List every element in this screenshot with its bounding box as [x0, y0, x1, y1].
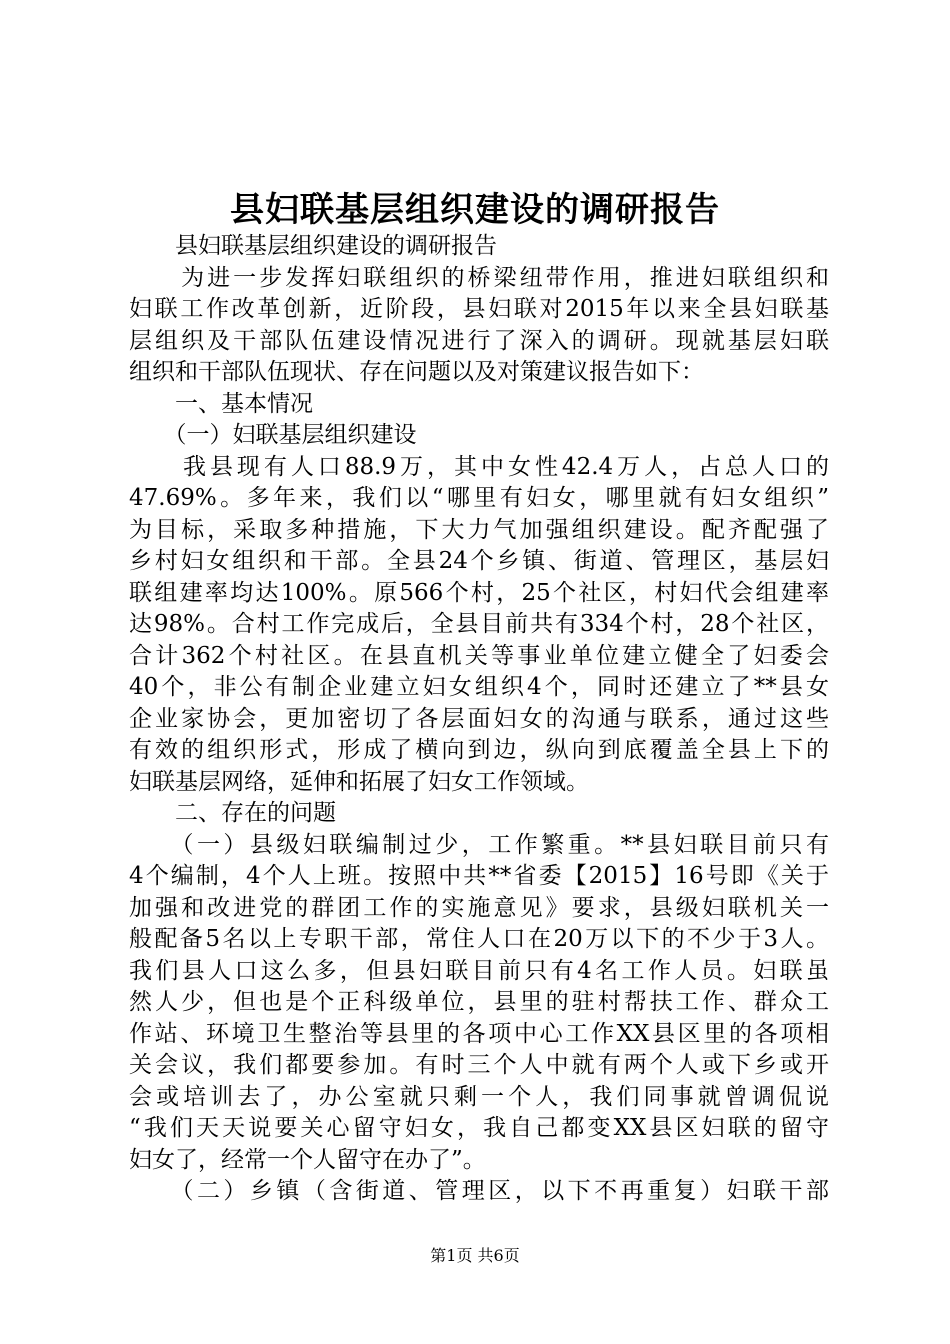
text-line: 二、存在的问题	[129, 800, 336, 826]
text-line: 我县现有人口88.9万，其中女性42.4万人，占总人口的	[129, 453, 829, 480]
text-line: 4个编制，4个人上班。按照中共**省委【2015】16号即《关于	[129, 863, 829, 889]
text-line: 47.69%。多年来，我们以“哪里有妇女，哪里就有妇女组织”	[129, 485, 829, 511]
text-line: 作站、环境卫生整治等县里的各项中心工作XX县区里的各项相	[129, 1020, 829, 1047]
text-line: 县妇联基层组织建设的调研报告	[129, 233, 497, 259]
text-line: 一、基本情况	[129, 390, 313, 417]
text-line: 层组织及干部队伍建设情况进行了深入的调研。现就基层妇联	[129, 327, 829, 354]
text-line: 加强和改进党的群团工作的实施意见》要求，县级妇联机关一	[129, 894, 829, 921]
text-line: 组织和干部队伍现状、存在问题以及对策建议报告如下：	[129, 359, 704, 385]
text-line: （一）妇联基层组织建设	[129, 422, 417, 448]
text-line: 为目标，采取多种措施，下大力气加强组织建设。配齐配强了	[129, 516, 829, 543]
text-line: “我们天天说要关心留守妇女，我自己都变XX县区妇联的留守	[129, 1115, 829, 1141]
document-body	[129, 231, 829, 1208]
text-line: 为进一步发挥妇联组织的桥梁纽带作用，推进妇联组织和	[129, 264, 829, 291]
text-line: 有效的组织形式，形成了横向到边，纵向到底覆盖全县上下的	[129, 737, 829, 763]
text-line: 乡村妇女组织和干部。全县24个乡镇、街道、管理区，基层妇	[129, 548, 829, 574]
text-line: 关会议，我们都要参加。有时三个人中就有两个人或下乡或开	[129, 1052, 829, 1078]
text-line: 40个，非公有制企业建立妇女组织4个，同时还建立了**县女	[129, 674, 829, 700]
page-footer: 第1页 共6页	[430, 1246, 520, 1265]
text-line: 妇女了，经常一个人留守在办了”。	[129, 1146, 486, 1173]
text-line: 会或培训去了，办公室就只剩一个人，我们同事就曾调侃说	[129, 1083, 829, 1110]
text-line: 然人少，但也是个正科级单位，县里的驻村帮扶工作、群众工	[129, 989, 829, 1015]
text-line: （二）乡镇（含街道、管理区，以下不再重复）妇联干部	[129, 1178, 829, 1204]
text-line: 妇联基层网络，延伸和拓展了妇女工作领域。	[129, 768, 589, 795]
text-line: 达98%。合村工作完成后，全县目前共有334个村，28个社区，	[129, 611, 829, 637]
text-line: 般配备5名以上专职干部，常住人口在20万以下的不少于3人。	[129, 926, 829, 952]
text-line: （一）县级妇联编制过少，工作繁重。**县妇联目前只有	[129, 831, 829, 858]
text-line: 合计362个村社区。在县直机关等事业单位建立健全了妇委会	[129, 642, 829, 669]
document-title: 县妇联基层组织建设的调研报告	[230, 190, 720, 230]
text-line: 企业家协会，更加密切了各层面妇女的沟通与联系，通过这些	[129, 705, 829, 732]
text-line: 妇联工作改革创新，近阶段，县妇联对2015年以来全县妇联基	[129, 296, 829, 322]
text-line: 联组建率均达100%。原566个村，25个社区，村妇代会组建率	[129, 579, 829, 606]
text-line: 我们县人口这么多，但县妇联目前只有4名工作人员。妇联虽	[129, 957, 829, 984]
